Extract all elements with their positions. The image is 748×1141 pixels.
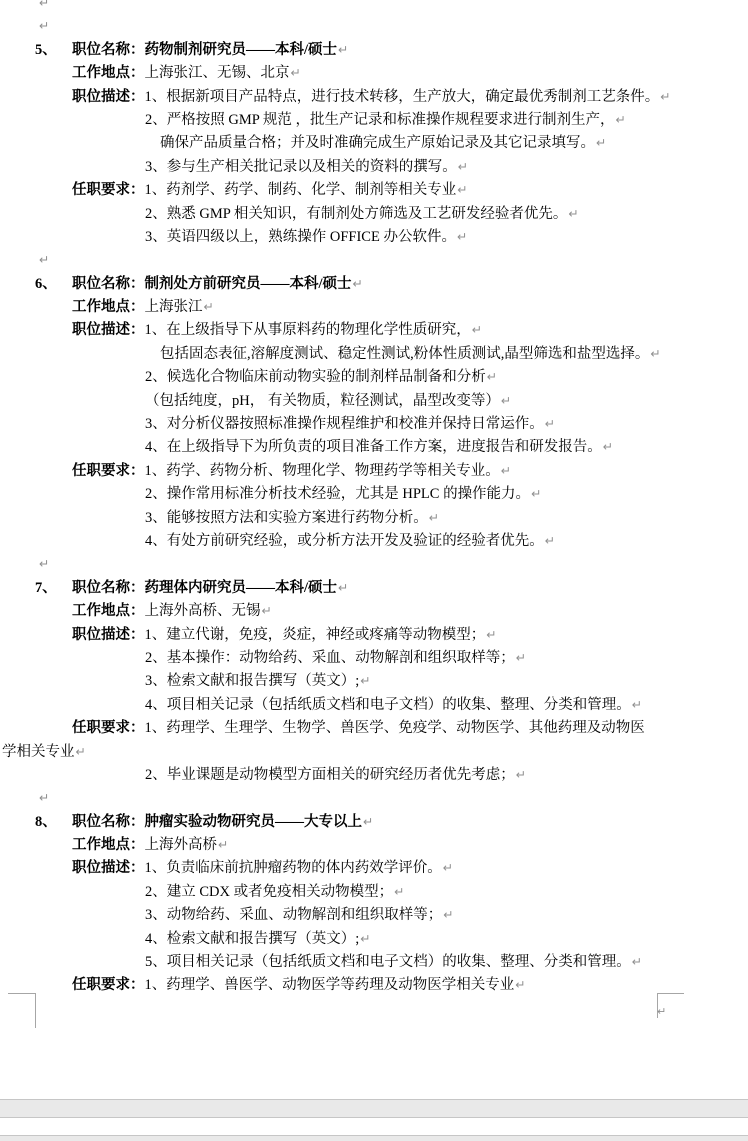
paragraph-mark-icon: ↵ — [515, 767, 527, 782]
field-label-requirements: 任职要求： — [72, 182, 145, 199]
field-label-title: 职位名称： — [72, 813, 145, 830]
paragraph-line — [38, 787, 748, 810]
paragraph-mark-icon: ↵ — [631, 955, 643, 970]
requirement-text: 2、操作常用标准分析技术经验，尤其是 HPLC 的操作能力。 — [145, 486, 531, 503]
paragraph-mark-icon: ↵ — [660, 89, 671, 104]
page-gap-band — [0, 1135, 748, 1141]
paragraph-line — [72, 834, 748, 857]
paragraph-mark-icon: ↵ — [544, 417, 556, 432]
paragraph-line — [145, 436, 748, 459]
paragraph-mark-icon: ↵ — [456, 229, 468, 244]
description-text: 1、建立代谢，免疫，炎症，神经或疼痛等动物模型； — [144, 626, 486, 643]
paragraph-mark-icon: ↵ — [515, 978, 526, 993]
paragraph-mark-icon: ↵ — [457, 183, 468, 198]
paragraph-line — [72, 86, 748, 109]
job-title: 肿瘤实验动物研究员——大专以上 — [144, 813, 362, 830]
paragraph-line — [145, 226, 748, 249]
description-text: 2、建立 CDX 或者免疫相关动物模型； — [145, 883, 394, 900]
paragraph-line — [35, 39, 748, 62]
description-text: 包括固态表征,溶解度测试、稳定性测试,粉体性质测试,晶型筛选和盐型选择。 — [160, 345, 650, 362]
paragraph-line — [72, 717, 748, 740]
paragraph-mark-icon: ↵ — [338, 580, 349, 595]
paragraph-line — [145, 109, 748, 132]
field-label-title: 职位名称： — [72, 275, 145, 292]
job-title: 制剂处方前研究员——本科/硕士 — [144, 275, 352, 292]
paragraph-mark-icon: ↵ — [657, 1005, 667, 1018]
job-number: 7、 — [35, 579, 57, 596]
paragraph-line — [72, 857, 748, 880]
page-gap-band — [0, 1099, 748, 1118]
paragraph-mark-icon: ↵ — [615, 112, 626, 127]
paragraph-line — [72, 62, 748, 85]
field-label-requirements: 任职要求： — [72, 977, 145, 994]
paragraph-mark-icon: ↵ — [352, 276, 363, 291]
paragraph-line — [72, 296, 748, 319]
requirement-text: 1、药学、药物分析、物理化学、物理药学等相关专业。 — [144, 462, 500, 479]
field-label-description: 职位描述： — [72, 860, 145, 877]
description-text: 3、参与生产相关批记录以及相关的资料的撰写。 — [145, 158, 457, 175]
paragraph-mark-icon: ↵ — [602, 440, 614, 455]
paragraph-mark-icon: ↵ — [394, 884, 405, 899]
paragraph-line — [145, 951, 748, 974]
paragraph-line — [2, 741, 748, 764]
job-title: 药物制剂研究员——本科/硕士 — [144, 41, 338, 58]
description-text: 确保产品质量合格；并及时准确完成生产原始记录及其它记录填写。 — [160, 135, 595, 152]
paragraph-mark-icon: ↵ — [500, 463, 512, 478]
paragraph-mark-icon: ↵ — [442, 861, 454, 876]
paragraph-mark-icon: ↵ — [515, 650, 527, 665]
requirement-text: 2、毕业课题是动物模型方面相关的研究经历者优先考虑； — [145, 766, 515, 783]
description-text: 1、根据新项目产品特点，进行技术转移，生产放大，确定最优秀制剂工艺条件。 — [144, 88, 660, 105]
requirement-text: 学相关专业 — [2, 743, 75, 760]
paragraph-line — [38, 553, 748, 576]
paragraph-line — [145, 764, 748, 787]
paragraph-mark-icon: ↵ — [486, 370, 498, 385]
paragraph-line — [38, 0, 748, 15]
paragraph-line — [72, 460, 748, 483]
paragraph-line — [72, 624, 748, 647]
paragraph-line — [145, 156, 748, 179]
field-label-title: 职位名称： — [72, 579, 145, 596]
job-title: 药理体内研究员——本科/硕士 — [144, 579, 338, 596]
job-location: 上海张江 — [144, 299, 203, 316]
description-text: 1、在上级指导下从事原料药的物理化学性质研究， — [144, 322, 471, 339]
paragraph-line — [38, 15, 748, 38]
paragraph-mark-icon: ↵ — [363, 814, 374, 829]
requirement-text: 3、英语四级以上，熟练操作 OFFICE 办公软件。 — [145, 228, 456, 245]
paragraph-line — [145, 694, 748, 717]
paragraph-mark-icon: ↵ — [39, 253, 50, 268]
field-label-location: 工作地点： — [72, 837, 145, 854]
job-location: 上海外高桥 — [144, 837, 217, 854]
paragraph-line — [38, 249, 748, 272]
paragraph-line — [145, 366, 748, 389]
field-label-requirements: 任职要求： — [72, 462, 145, 479]
paragraph-line — [35, 273, 748, 296]
description-text: 3、检索文献和报告撰写（英文）; — [145, 673, 360, 690]
field-label-description: 职位描述： — [72, 88, 145, 105]
requirement-text: 1、药理学、生理学、生物学、兽医学、免疫学、动物医学、其他药理及动物医 — [144, 720, 645, 737]
description-text: 5、项目相关记录（包括纸质文档和电子文档）的收集、整理、分类和管理。 — [145, 954, 631, 971]
paragraph-mark-icon: ↵ — [360, 674, 371, 689]
job-location: 上海张江、无锡、北京 — [144, 65, 290, 82]
paragraph-line — [145, 881, 748, 904]
paragraph-mark-icon: ↵ — [39, 557, 50, 572]
paragraph-mark-icon: ↵ — [486, 627, 497, 642]
field-label-title: 职位名称： — [72, 41, 145, 58]
paragraph-mark-icon: ↵ — [457, 159, 469, 174]
paragraph-mark-icon: ↵ — [443, 908, 454, 923]
paragraph-mark-icon: ↵ — [650, 346, 661, 361]
description-text: 4、在上级指导下为所负责的项目准备工作方案，进度报告和研发报告。 — [145, 439, 602, 456]
paragraph-line — [160, 132, 748, 155]
description-text: 2、严格按照 GMP 规范 ，批生产记录和标准操作规程要求进行制剂生产， — [145, 111, 615, 128]
paragraph-mark-icon: ↵ — [631, 697, 643, 712]
paragraph-mark-icon: ↵ — [203, 300, 214, 315]
description-text: 4、检索文献和报告撰写（英文）; — [145, 930, 360, 947]
paragraph-line — [72, 974, 748, 997]
paragraph-mark-icon: ↵ — [360, 931, 371, 946]
description-text: 3、动物给药、采血、动物解剖和组织取样等； — [145, 907, 443, 924]
field-label-requirements: 任职要求： — [72, 720, 145, 737]
job-number: 8、 — [35, 813, 57, 830]
job-number: 6、 — [35, 275, 57, 292]
requirement-text: 1、药剂学、药学、制药、化学、制剂等相关专业 — [144, 182, 457, 199]
paragraph-line — [145, 904, 748, 927]
paragraph-line — [160, 343, 748, 366]
requirement-text: 1、药理学、兽医学、动物医学等药理及动物医学相关专业 — [144, 977, 515, 994]
paragraph-mark-icon: ↵ — [428, 510, 440, 525]
paragraph-mark-icon: ↵ — [596, 136, 607, 151]
paragraph-line — [145, 670, 748, 693]
paragraph-line — [72, 319, 748, 342]
field-label-description: 职位描述： — [72, 626, 145, 643]
field-label-description: 职位描述： — [72, 322, 145, 339]
job-location: 上海外高桥、无锡 — [144, 603, 261, 620]
paragraph-line — [145, 647, 748, 670]
paragraph-mark-icon: ↵ — [218, 838, 229, 853]
paragraph-mark-icon: ↵ — [531, 487, 542, 502]
paragraph-mark-icon: ↵ — [290, 66, 301, 81]
job-number: 5、 — [35, 41, 57, 58]
requirement-text: 2、熟悉 GMP 相关知识，有制剂处方筛选及工艺研发经验者优先。 — [145, 205, 568, 222]
description-text: 2、基本操作：动物给药、采血、动物解剖和组织取样等； — [145, 649, 515, 666]
paragraph-mark-icon: ↵ — [568, 206, 579, 221]
paragraph-line — [72, 600, 748, 623]
text-boundary-corner-left-icon — [8, 993, 36, 1028]
description-text: 2、候选化合物临床前动物实验的制剂样品制备和分析 — [145, 369, 486, 386]
paragraph-line — [145, 390, 748, 413]
paragraph-line — [145, 928, 748, 951]
paragraph-line — [145, 413, 748, 436]
paragraph-mark-icon: ↵ — [261, 604, 272, 619]
paragraph-line — [145, 483, 748, 506]
paragraph-mark-icon: ↵ — [471, 323, 483, 338]
paragraph-mark-icon: ↵ — [39, 19, 50, 34]
description-text: 3、对分析仪器按照标准操作规程维护和校准并保持日常运作。 — [145, 416, 544, 433]
paragraph-line — [35, 811, 748, 834]
field-label-location: 工作地点： — [72, 603, 145, 620]
paragraph-mark-icon: ↵ — [39, 0, 50, 10]
requirement-text: 4、有处方前研究经验，或分析方法开发及验证的经验者优先。 — [145, 532, 544, 549]
field-label-location: 工作地点： — [72, 299, 145, 316]
description-text: 4、项目相关记录（包括纸质文档和电子文档）的收集、整理、分类和管理。 — [145, 696, 631, 713]
paragraph-line — [145, 507, 748, 530]
paragraph-mark-icon: ↵ — [39, 791, 50, 806]
paragraph-mark-icon: ↵ — [75, 744, 86, 759]
field-label-location: 工作地点： — [72, 65, 145, 82]
paragraph-line — [72, 179, 748, 202]
paragraph-mark-icon: ↵ — [338, 42, 349, 57]
paragraph-mark-icon: ↵ — [544, 533, 556, 548]
description-text: （包括纯度，pH， 有关物质，粒径测试，晶型改变等） — [145, 392, 500, 409]
description-text: 1、负责临床前抗肿瘤药物的体内药效学评价。 — [144, 860, 442, 877]
paragraph-mark-icon: ↵ — [500, 393, 512, 408]
paragraph-line — [145, 530, 748, 553]
requirement-text: 3、能够按照方法和实验方案进行药物分析。 — [145, 509, 428, 526]
paragraph-line — [35, 577, 748, 600]
paragraph-line — [145, 203, 748, 226]
